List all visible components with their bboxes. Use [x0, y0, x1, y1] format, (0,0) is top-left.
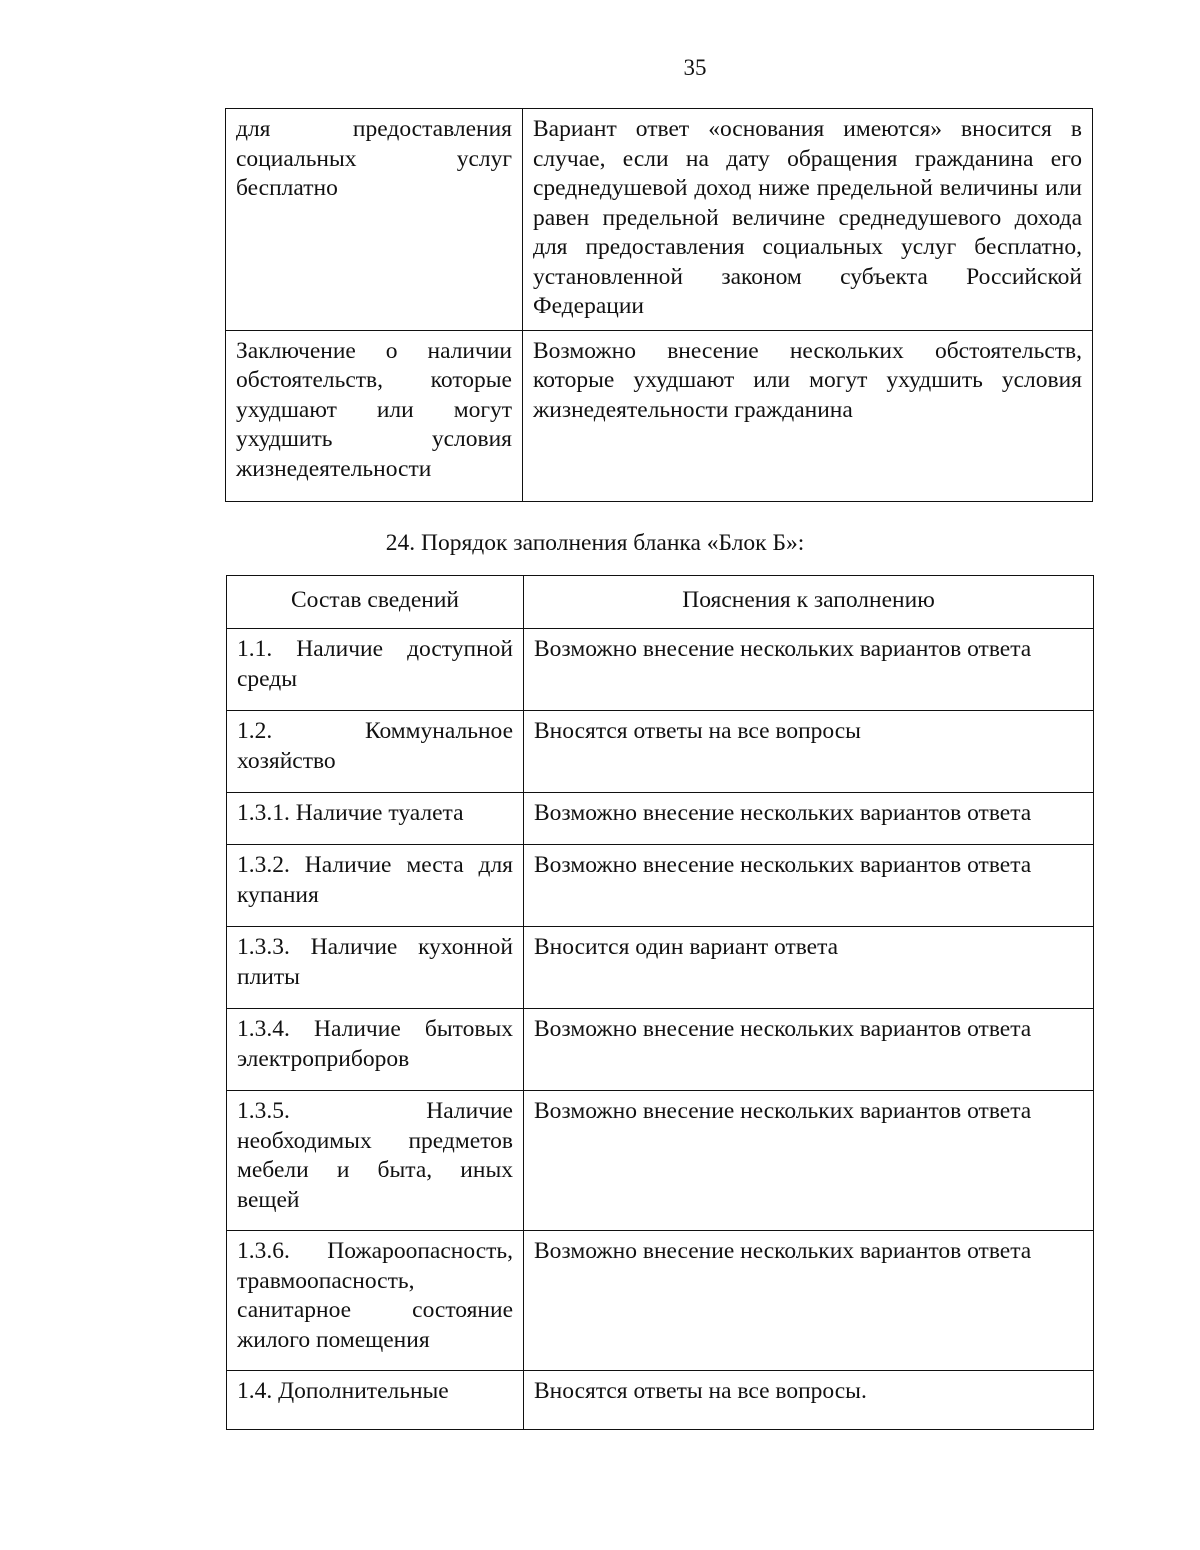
table-cell-field: Заключение о наличии обстоятельств, которые ухудшают или могут ухудшить условия жизнедеятельности — [226, 330, 523, 501]
table-cell-explanation: Возможно внесение нескольких вариантов ответа — [524, 1091, 1094, 1231]
table-row — [227, 927, 1094, 1009]
table-cell-field: 1.3.1. Наличие туалета — [227, 793, 524, 845]
table-row — [227, 1009, 1094, 1091]
table-row — [227, 711, 1094, 793]
table-cell-field: 1.3.3. Наличие кухонной плиты — [227, 927, 524, 1009]
table-header-row — [227, 576, 1094, 629]
page-number: 35 — [683, 55, 707, 80]
column-header-composition: Состав сведений — [227, 576, 524, 629]
table-cell-field: для предоставления социальных услуг бесплатно — [226, 109, 523, 331]
table-cell-explanation: Вносится один вариант ответа — [524, 927, 1094, 1009]
table-cell-field: 1.3.2. Наличие места для купания — [227, 845, 524, 927]
table-row — [227, 1091, 1094, 1231]
table-row — [227, 1371, 1094, 1430]
table-cell-explanation: Возможно внесение нескольких обстоятельств, которые ухудшают или могут ухудшить условия жизнедеятельности гражданина — [523, 330, 1093, 501]
column-header-explanation: Пояснения к заполнению — [524, 576, 1094, 629]
section-heading: 24. Порядок заполнения бланка «Блок Б»: — [385, 530, 805, 556]
table-row — [227, 845, 1094, 927]
table-cell-explanation: Возможно внесение нескольких вариантов ответа — [524, 1009, 1094, 1091]
table-row — [226, 109, 1093, 331]
table-row — [227, 793, 1094, 845]
table-cell-explanation: Возможно внесение нескольких вариантов ответа — [524, 1231, 1094, 1371]
table-cell-field: 1.3.6. Пожароопасность, травмоопасность, санитарное состояние жилого помещения — [227, 1231, 524, 1371]
table-cell-field: 1.3.5. Наличие необходимых предметов мебели и быта, иных вещей — [227, 1091, 524, 1231]
table-cell-field: 1.2. Коммунальное хозяйство — [227, 711, 524, 793]
table-cell-explanation: Вносятся ответы на все вопросы — [524, 711, 1094, 793]
table-row — [227, 629, 1094, 711]
table-row — [227, 1231, 1094, 1371]
table-cell-explanation: Вариант ответ «основания имеются» вносится в случае, если на дату обращения гражданина его среднедушевой доход ниже предельной величины или равен предельной величине среднедушевого дохода для предоставления социальных услуг бесплатно, установленной законом субъекта Российской Федерации — [523, 109, 1093, 331]
table-cell-explanation: Возможно внесение нескольких вариантов ответа — [524, 793, 1094, 845]
continuation-table — [225, 108, 1093, 502]
table-cell-field: 1.3.4. Наличие бытовых электроприборов — [227, 1009, 524, 1091]
table-row — [226, 330, 1093, 501]
table-cell-field: 1.1. Наличие доступной среды — [227, 629, 524, 711]
table-cell-explanation: Возможно внесение нескольких вариантов ответа — [524, 629, 1094, 711]
block-b-table — [226, 575, 1094, 1430]
table-cell-explanation: Вносятся ответы на все вопросы. — [524, 1371, 1094, 1430]
table-cell-field: 1.4. Дополнительные — [227, 1371, 524, 1430]
table-cell-explanation: Возможно внесение нескольких вариантов ответа — [524, 845, 1094, 927]
